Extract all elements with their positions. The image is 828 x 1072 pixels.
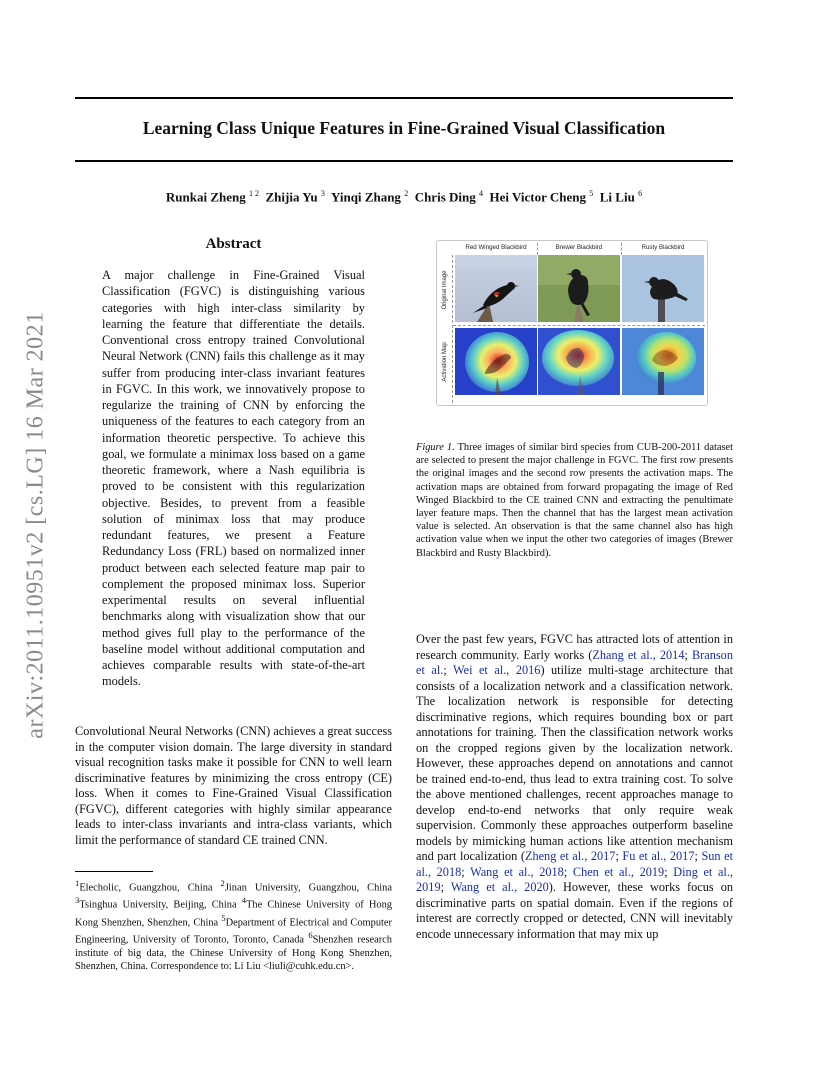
- figure-divider: [621, 243, 623, 255]
- bird-photo-brewer: [538, 255, 620, 322]
- bird-photo-red-winged: [455, 255, 537, 322]
- figure-1: [436, 240, 708, 406]
- affiliations-footnote: $^1$Elecholic, Guangzhou, China $^2$Jinan University, Guangzhou, China $^3$Tsinghua University, Beijing, China $^4$The Chinese University of Hong Kong Shenzhen, Shenzhen, China $^5$Department of Electrical and Computer Engineering, University of Toronto, Toronto, Canada $^6$Shenzhen research institute of big data, the Chinese University of Hong Kong Shenzhen, Shenzhen, China. Correspondence to: Li Liu <liuli@cuhk.edu.cn>.: [75, 878, 392, 972]
- citation-link[interactable]: Ding et al., 2019: [416, 864, 733, 894]
- citation-link[interactable]: Fu et al., 2017: [622, 849, 695, 863]
- figure-column-label: Red Winged Blackbird: [465, 244, 527, 251]
- figure-divider: [537, 243, 539, 255]
- top-rule: [75, 97, 733, 99]
- figure-column-label: Rusty Blackbird: [641, 244, 685, 251]
- author-name: Hei Victor Cheng: [489, 189, 587, 205]
- author-affiliation: 3: [320, 189, 325, 198]
- intro-paragraph-left: Convolutional Neural Networks (CNN) achieves a great success in the computer vision domain. The large diversity in standard visual recognition tasks make it possible for CNN to well learn discriminative features by minimizing the cross entropy (CE) loss. When it comes to Fine-Grained Visual Classification (FGVC), different categories with highly similar appearance leads to inter-class invariants and intra-class variants, which limit the performance of standard CE trained CNN.: [75, 724, 392, 847]
- citation-link[interactable]: Wei et al., 2016: [453, 663, 541, 677]
- citation-link[interactable]: Zhang et al., 2014: [592, 647, 685, 662]
- author-list: [75, 189, 733, 205]
- activation-map-brewer: [538, 328, 620, 395]
- intro-paragraph-right: Over the past few years, FGVC has attracted lots of attention in research community. Early works (Zhang et al., 2014; Branson et al.; Wei et al., 2016) utilize multi-stage architecture that consists of a localization network and a classification network. The localization network is responsible for detecting discriminative regions, which requires bounding box or part annotations for training. Then the classification network works on the cropped regions given by the localization network. However, these approaches depend on annotations and cannot be trained end-to-end, thus lead to extra training cost. To solve the above mentioned challenges, recent approaches manage to develop end-to-end networks that only require weak supervision. Commonly these approaches outperform baseline models by mimicking human actions like attention mechanism and part localization (Zheng et al., 2017; Fu et al., 2017; Sun et al., 2018; Wang et al., 2018; Chen et al., 2019; Ding et al., 2019; Wang et al., 2020). However, these works focus on discriminative parts on spatial domain. Even if the regions of interest are correctly cropped or detected, CNN will inevitably encode unnecessary information that may mix up: [416, 632, 733, 941]
- figure-caption-label: Figure 1.: [416, 442, 455, 453]
- arxiv-stamp-text: arXiv:2011.10951v2 [cs.LG] 16 Mar 2021: [22, 311, 49, 739]
- author-name: Runkai Zheng: [165, 189, 246, 205]
- activation-map-red-winged: [455, 328, 537, 395]
- figure-column-label: Brewer Blackbird: [555, 244, 603, 251]
- figure-row-label: Original Image: [442, 270, 448, 310]
- citation-link[interactable]: Zheng et al., 2017: [524, 849, 616, 863]
- author-affiliation: 4: [478, 189, 483, 198]
- author-name: Chris Ding: [414, 189, 476, 205]
- citation-link[interactable]: Branson et al.: [416, 647, 733, 677]
- footnote-rule: [75, 871, 153, 872]
- citation-link[interactable]: Wang et al., 2018: [470, 864, 564, 879]
- abstract-body: A major challenge in Fine-Grained Visual Classification (FGVC) is distinguishing various categories with high inter-class similarity by learning the feature that differentiate the details. Conventional cross entropy trained Convolutional Neural Network (CNN) fails this challenge as it may suffer from producing inter-class invariant features in FGVC. In this work, we innovatively propose to regularize the training of CNN by enforcing the uniqueness of the features to each category from an information theoretic perspective. To achieve this goal, we formulate a minimax loss based on a game theoretic framework, where a Nash equilibria is proved to be consistent with this regularization objective. Besides, to prevent from a feasible solution of minimax loss that may produce redundant features, we present a Feature Redundancy Loss (FRL) based on normalized inner product between each selected feature map pair to complement the proposed minimax loss. Superior experimental results on several influential benchmarks along with visualization show that our method gives full play to the performance of the baseline model without additional computation and achieves comparable results with state-of-the-art models.: [102, 268, 365, 689]
- author-affiliation: 2: [404, 189, 409, 198]
- author-name: Zhijia Yu: [265, 189, 318, 205]
- figure-divider: [453, 325, 705, 326]
- citation-link[interactable]: Sun et al., 2018: [416, 849, 733, 879]
- author-affiliation: 6: [638, 189, 643, 198]
- bird-photo-rusty: [622, 255, 704, 322]
- citation-link[interactable]: Chen et al., 2019: [572, 864, 665, 879]
- title-bottom-rule: [75, 160, 733, 162]
- author-affiliation: 5: [589, 189, 594, 198]
- figure-row-label: Activation Map: [442, 342, 448, 382]
- citation-link[interactable]: Wang et al., 2020: [450, 880, 549, 894]
- figure-caption-text: Three images of similar bird species from CUB-200-2011 dataset are selected to present the major challenge in FGVC. The first row presents the original images and the second row presents the activation maps. The activation maps are obtained from forward propagating the image of Red Winged Blackbird to the CE trained CNN and extracting the penultimate layer feature maps. Then the channel that has the largest mean activation value is selected. An observation is that the same channel also has high activation value when we input the other two categories of images (Brewer Blackbird and Rusty Blackbird).: [416, 442, 733, 559]
- author-affiliation: 1 2: [249, 189, 260, 198]
- figure-divider: [452, 255, 454, 403]
- arxiv-stamp: [20, 290, 52, 760]
- paper-title: Learning Class Unique Features in Fine-Grained Visual Classification: [142, 118, 666, 138]
- figure-1-caption: [416, 441, 733, 560]
- author-name: Li Liu: [599, 189, 635, 205]
- author-name: Yinqi Zhang: [330, 189, 401, 205]
- activation-map-rusty: [622, 328, 704, 395]
- abstract-heading: Abstract: [205, 236, 262, 252]
